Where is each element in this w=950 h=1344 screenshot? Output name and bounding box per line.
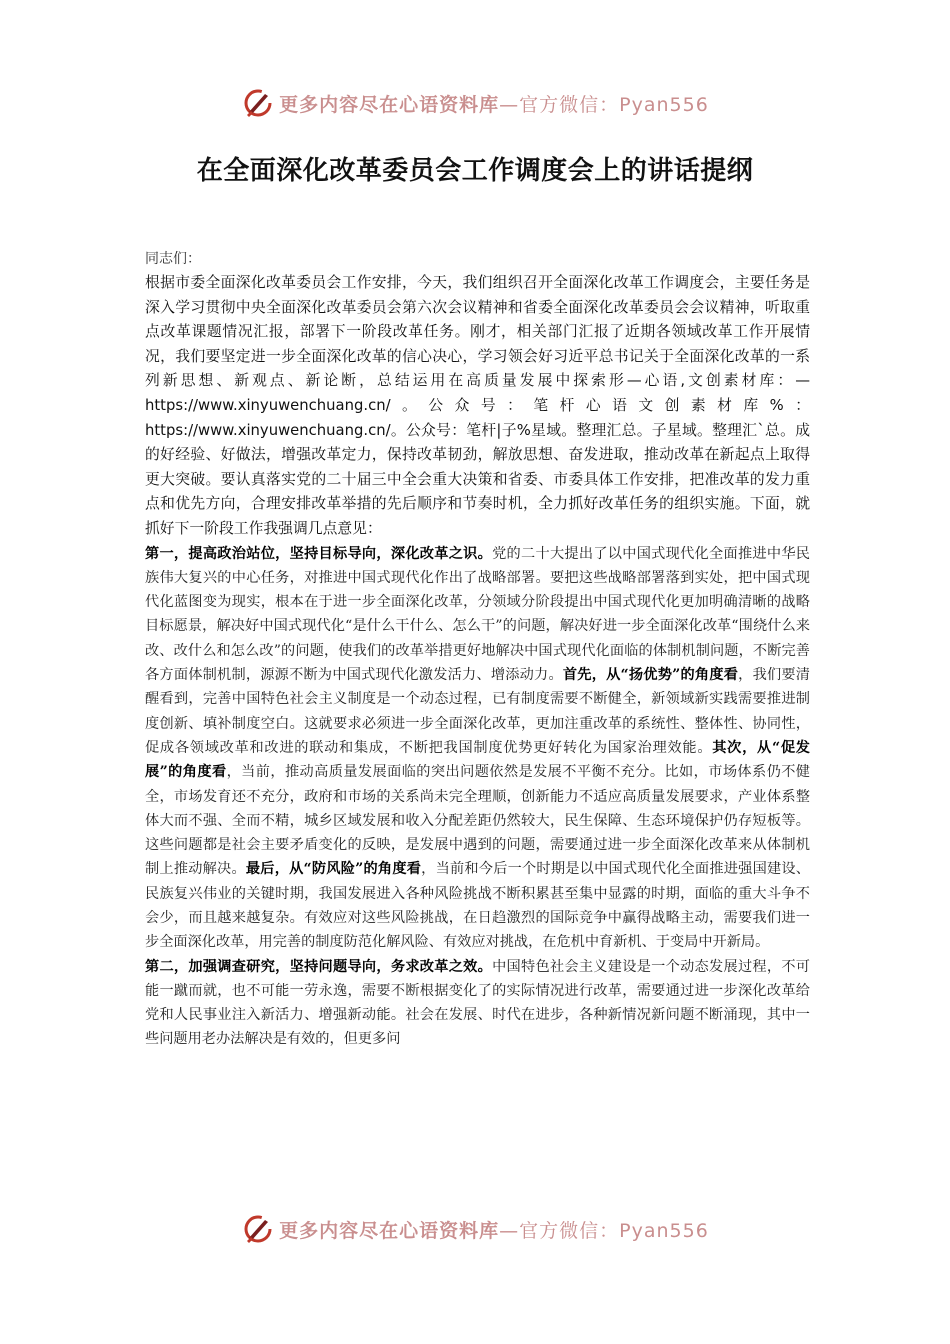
document-body [145,247,810,1052]
intro-paragraph: 根据市委全面深化改革委员会工作安排，今天，我们组织召开全面深化改革工作调度会，主要任务是深入学习贯彻中央全面深化改革委员会第六次会议精神和省委全面深化改革委员会会议精神，听取重点改革课题情况汇报，部署下一阶段改革任务。刚才，相关部门汇报了近期各领域改革工作开展情况，我们要坚定进一步全面深化改革的信心决心，学习领会好习近平总书记关于全面深化改革的一系列新思想、新观点、新论断，总结运用在高质量发展中探索形—心语,文创素材库：—https://www.xinyuwenchuang.cn/。公众号：笔杆心语文创素材库%：https://www.xinyuwenchuang.cn/。公众号：笔杆|子%星域。整理汇总。子星域。整理汇`总。成的好经验、好做法，增强改革定力，保持改革韧劲，解放思想、奋发进取，推动改革在新起点上取得更大突破。要认真落实党的二十届三中全会重大决策和省委、市委具体工作安排，把准改革的发力重点和优先方向，合理安排改革举措的先后顺序和节奏时机，全力抓好改革任务的组织实施。下面，就抓好下一阶段工作我强调几点意见： [145,274,810,537]
section-2-paragraph: 第二，加强调查研究，坚持问题导向，务求改革之效。中国特色社会主义建设是一个动态发展过程，不可能一蹴而就，也不可能一劳永逸，需要不断根据变化了的实际情况进行改革，需要通过进一步深化改革给党和人民事业注入新活力、增强新动能。社会在发展、时代在进步，各种新情况新问题不断涌现，其中一些问题用老办法解决是有效的，但更多问 [145,958,810,1048]
ink-brush-logo-icon [241,86,275,120]
header-banner [0,83,950,123]
footer-banner-text: 更多内容尽在心语资料库—官方微信：Pyan556 [279,1219,709,1242]
greeting: 同志们： [145,251,201,267]
section-1-paragraph: 第一，提高政治站位，坚持目标导向，深化改革之识。党的二十大提出了以中国式现代化全面推进中华民族伟大复兴的中心任务，对推进中国式现代化作出了战略部署。要把这些战略部署落到实处，把中国式现代化蓝图变为现实，根本在于进一步全面深化改革，分领域分阶段提出中国式现代化更加明确清晰的战略目标愿景，解决好中国式现代化“是什么干什么、怎么干”的问题，解决好进一步全面深化改革“围绕什么来改、改什么和怎么改”的问题，使我们的改革举措更好地解决中国式现代化面临的体制机制问题，不断完善各方面体制机制，源源不断为中国式现代化激发活力、增添动力。首先，从“扬优势”的角度看，我们要清醒看到，完善中国特色社会主义制度是一个动态过程，已有制度需要不断健全，新领域新实践需要推进制度创新、填补制度空白。这就要求必须进一步全面深化改革，更加注重改革的系统性、整体性、协同性，促成各领域改革和改进的联动和集成，不断把我国制度优势更好转化为国家治理效能。其次，从“促发展”的角度看，当前，推动高质量发展面临的突出问题依然是发展不平衡不充分。比如，市场体系仍不健全，市场发育还不充分，政府和市场的关系尚未完全理顺，创新能力不适应高质量发展要求，产业体系整体大而不强、全而不精，城乡区域发展和收入分配差距仍然较大，民生保障、生态环境保护仍存短板等。这些问题都是社会主要矛盾变化的反映，是发展中遇到的问题，需要通过进一步全面深化改革来从体制机制上推动解决。最后，从“防风险”的角度看，当前和今后一个时期是以中国式现代化全面推进强国建设、民族复兴伟业的关键时期，我国发展进入各种风险挑战不断积累甚至集中显露的时期，面临的重大斗争不会少，而且越来越复杂。有效应对这些风险挑战，在日趋激烈的国际竞争中赢得战略主动，需要我们进一步全面深化改革，用完善的制度防范化解风险、有效应对挑战，在危机中育新机、于变局中开新局。 [145,545,810,951]
section-1-lead-3: 最后，从“防风险”的角度看 [245,861,422,878]
header-banner-text: 更多内容尽在心语资料库—官方微信：Pyan556 [279,93,709,116]
section-2-heading: 第二，加强调查研究，坚持问题导向，务求改革之效。 [145,958,493,975]
section-1-lead-1: 首先，从“扬优势”的角度看 [562,667,739,684]
page-title: 在全面深化改革委员会工作调度会上的讲话提纲 [196,156,754,186]
ink-brush-logo-icon [241,1212,275,1246]
section-1-heading: 第一，提高政治站位，坚持目标导向，深化改革之识。 [145,545,493,562]
section-1-lead-2: 其次，从“促发展”的角度看 [145,739,810,781]
footer-banner [0,1209,950,1249]
